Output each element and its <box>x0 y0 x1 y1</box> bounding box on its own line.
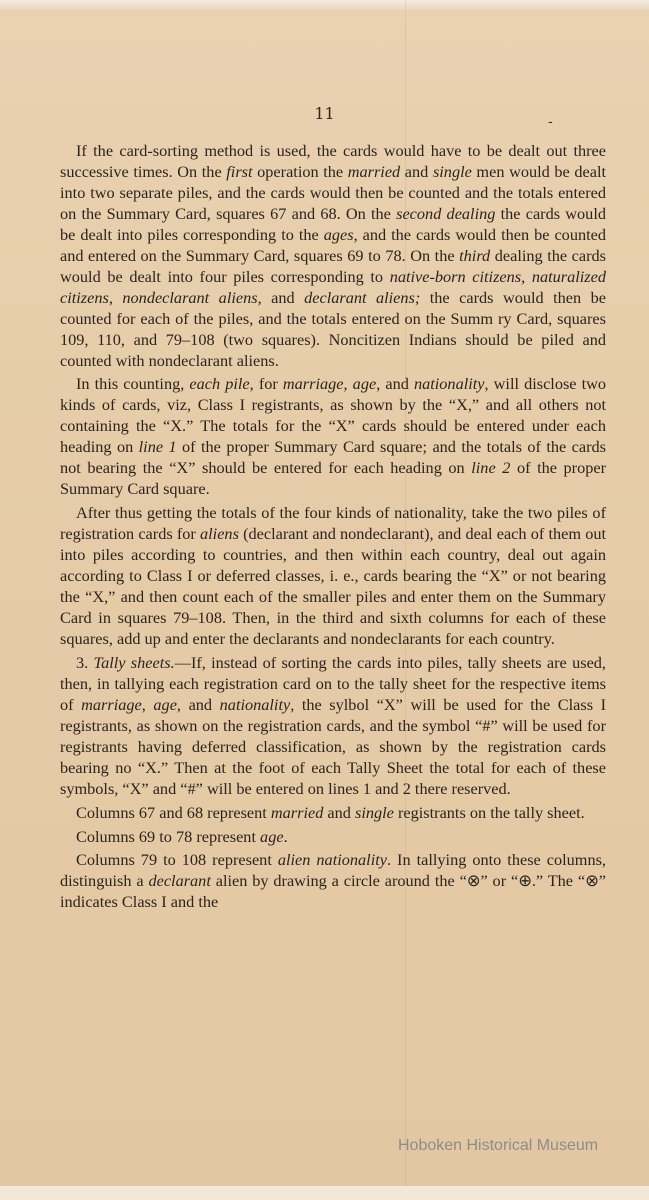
text-run: of the proper Summary Card square. <box>60 458 607 499</box>
italic-text: single <box>355 802 394 822</box>
text-run: Columns 69 to 78 represent <box>76 826 261 846</box>
body-text <box>60 141 607 912</box>
text-run: , <box>343 374 353 394</box>
text-run: , <box>108 287 123 307</box>
paragraph-aliens <box>60 503 606 650</box>
text-run: —If, instead of sorting the cards into piles, tally sheets are used, then, in tallying each registration card on to the tally sheet for the respective items of <box>60 652 607 714</box>
italic-text: age <box>260 826 284 846</box>
paragraph-tally-sheets <box>60 653 606 800</box>
italic-text: each pile <box>189 374 250 394</box>
text-run: , <box>141 694 154 714</box>
text-run: of the proper Summary Card square; and the totals of the cards not bearing the “X” should be entered for each heading on <box>60 437 606 478</box>
italic-text: native-born citizens <box>389 266 522 286</box>
text-run: , the sylbol “X” will be used for the Class I registrants, as shown on the registration cards, and the symbol “#” will be used for registrants having deferred classification, as shown by the registration cards bearing no “X.” Then at the foot of each Tally Sheet the total for each of these symbols, “X” and “#” will be entered on lines 1 and 2 there reserved. <box>60 694 607 798</box>
text-run: registrants on the tally sheet. <box>393 802 585 822</box>
text-run: , and <box>176 694 220 714</box>
text-run: , and <box>257 287 305 307</box>
text-run: (declarant and nondeclarant), and deal each of them out into piles according to countries, and then within each country, deal out again according to Class I or deferred classes, i. e., cards bearing the “X” or not bearing the “X,” and then count each of the smaller piles and enter them on the Summary Card in squares 79–108. Then, in the third and sixth columns for each of these squares, add up and enter the declarants and nondeclarants for each country. <box>60 524 606 648</box>
paragraph-columns-67-68 <box>60 803 606 824</box>
italic-text: alien nationality <box>277 850 387 870</box>
italic-text: second dealing <box>396 203 496 223</box>
text-run: , and <box>376 374 414 394</box>
italic-text: line 2 <box>471 458 511 478</box>
text-run: , for <box>249 374 283 394</box>
text-run: . In tallying onto these columns, distinguish a <box>60 850 607 891</box>
italic-text: ages <box>323 224 354 244</box>
italic-text: nationality <box>413 374 485 394</box>
italic-text: marriage <box>282 374 344 394</box>
italic-text: declarant aliens; <box>304 287 421 307</box>
text-run: and <box>323 802 356 822</box>
italic-text: first <box>226 161 253 181</box>
text-run: In this counting, <box>76 374 190 394</box>
text-run: After thus getting the totals of the four kinds of nationality, take the two piles of registration cards for <box>60 503 606 544</box>
text-run: the cards would be dealt into piles corresponding to the <box>60 203 606 244</box>
italic-text: aliens <box>200 524 239 544</box>
text-run: 3. <box>76 652 94 672</box>
paragraph-card-sorting <box>60 141 606 371</box>
italic-text: married <box>347 161 401 181</box>
italic-text: nondeclarant aliens <box>122 287 258 307</box>
text-run: . <box>283 826 288 846</box>
text-run: , and the cards would then be counted and entered on the Summary Card, squares 69 to 78. On the <box>60 224 606 265</box>
italic-text: married <box>270 802 324 822</box>
page-number: 11 <box>314 104 335 123</box>
paragraph-columns-79-108 <box>60 850 607 912</box>
italic-text: single <box>432 161 472 181</box>
paragraph-columns-69-78 <box>60 827 606 848</box>
text-run: men would be dealt into two separate piles, and the cards would then be counted and the totals entered on the Summary Card, squares 67 and 68. On the <box>60 161 606 223</box>
italic-text: third <box>459 245 491 265</box>
text-run: the cards would then be counted for each of the piles, and the totals entered on the Summ ry Card, squares 109, 110, and 79–108 (two squares). Noncitizen Indians should be piled and counted with nondeclarant aliens. <box>60 287 607 370</box>
text-run: operation the <box>252 161 348 181</box>
paragraph-counting <box>60 374 606 500</box>
text-run: Columns 79 to 108 represent <box>76 850 278 870</box>
italic-text: age <box>153 694 177 714</box>
text-run: , <box>521 266 532 286</box>
text-run: and <box>400 161 433 181</box>
italic-text: Tally sheets. <box>93 652 175 672</box>
text-run: If the card-sorting method is used, the cards would have to be dealt out three successive times. On the <box>60 141 606 181</box>
italic-text: age <box>352 374 377 394</box>
museum-watermark: Hoboken Historical Museum <box>398 1137 599 1154</box>
italic-text: declarant <box>148 871 211 891</box>
italic-text: line 1 <box>138 437 177 457</box>
paper-bottom-edge <box>0 1186 649 1200</box>
italic-text: nationality <box>219 694 291 714</box>
text-run: dealing the cards would be dealt into four piles corresponding to <box>60 245 606 286</box>
page-mark: - <box>548 114 553 130</box>
text-run: , will disclose two kinds of cards, viz, Class I registrants, as shown by the “X,” and all others not containing the “X.” The totals for the “X” cards should be entered under each heading on <box>60 374 607 457</box>
italic-text: naturalized citizens <box>60 266 607 307</box>
text-run: Columns 67 and 68 represent <box>76 802 271 822</box>
text-run: alien by drawing a circle around the “⊗” or “⊕.” The “⊗” indicates Class I and the <box>60 871 607 912</box>
paper-top-edge <box>0 0 649 10</box>
italic-text: marriage <box>81 694 142 714</box>
